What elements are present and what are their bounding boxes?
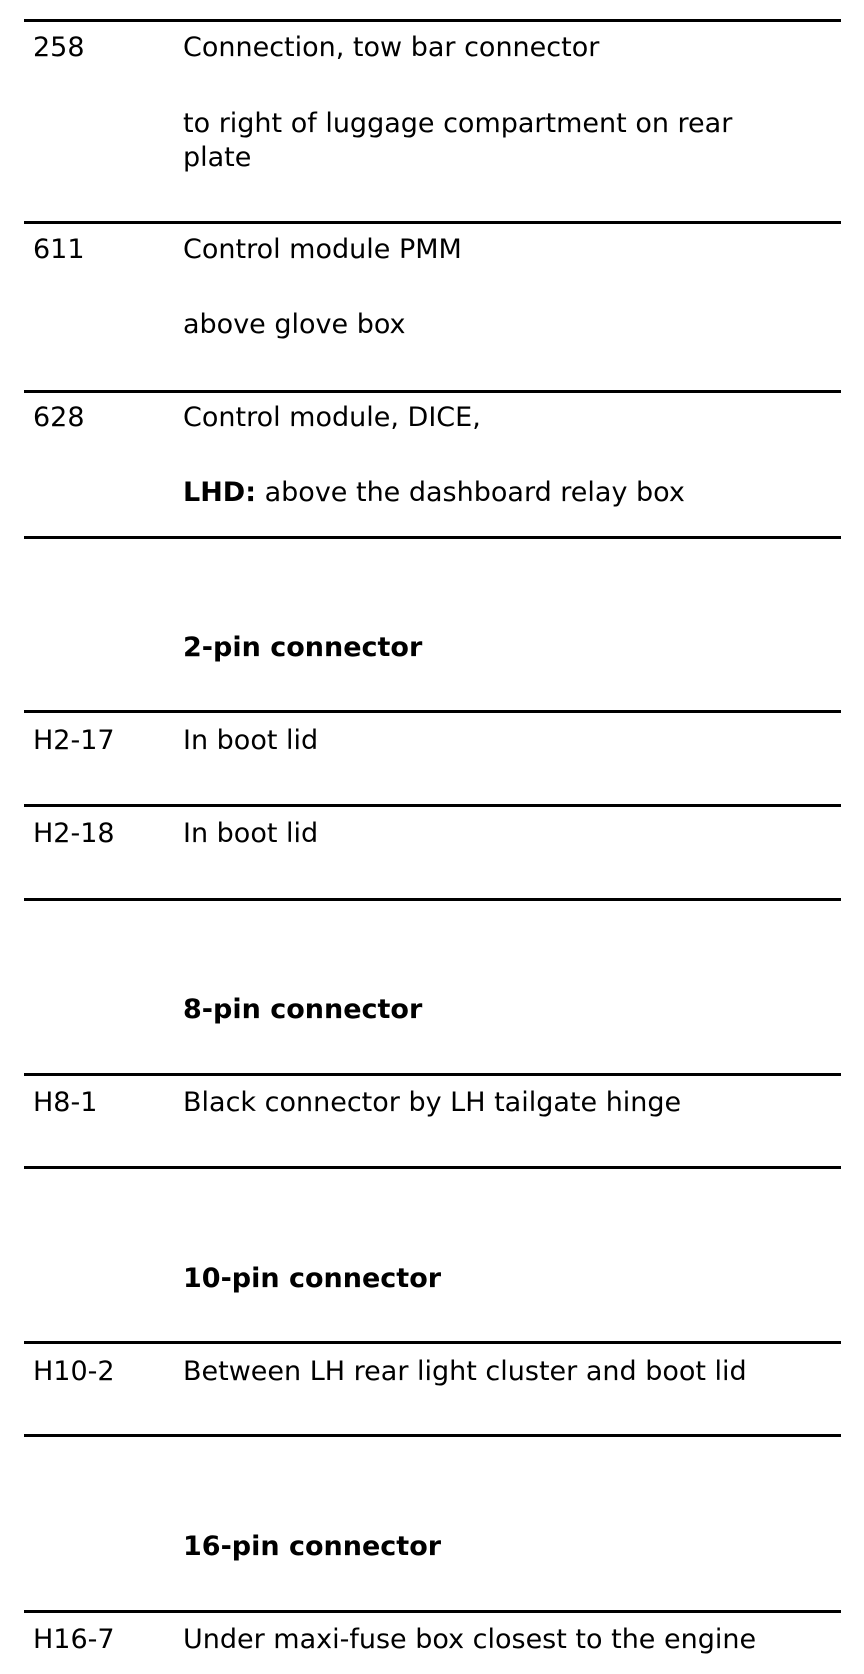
row-location: Black connector by LH tailgate hinge (183, 1087, 682, 1118)
row-divider (24, 390, 841, 393)
row-divider (24, 1341, 841, 1344)
section-heading: 16-pin connector (183, 1531, 442, 1562)
row-code: H2-18 (33, 818, 115, 849)
section-divider (24, 1166, 841, 1169)
row-location: above glove box (183, 309, 406, 340)
row-location: to right of luggage compartment on rear plate (183, 108, 733, 173)
row-location: Under maxi-fuse box closest to the engine (183, 1624, 757, 1655)
row-divider (24, 804, 841, 807)
row-code: H10-2 (33, 1356, 115, 1387)
row-divider (24, 19, 841, 22)
section-divider (24, 536, 841, 539)
row-location: In boot lid (183, 818, 319, 849)
row-divider (24, 221, 841, 224)
row-location (183, 476, 685, 510)
row-divider (24, 1073, 841, 1076)
section-heading: 8-pin connector (183, 994, 423, 1025)
location-label: LHD: (183, 477, 257, 508)
row-title: Control module PMM (183, 234, 462, 265)
row-code: H2-17 (33, 725, 115, 756)
row-divider (24, 710, 841, 713)
section-divider (24, 898, 841, 901)
row-location: In boot lid (183, 725, 319, 756)
row-title: Control module, DICE, (183, 402, 481, 433)
row-code: 628 (33, 402, 85, 433)
row-location: Between LH rear light cluster and boot lid (183, 1356, 747, 1387)
row-title: Connection, tow bar connector (183, 32, 600, 63)
row-divider (24, 1610, 841, 1613)
row-code: 258 (33, 32, 85, 63)
section-divider (24, 1434, 841, 1437)
row-code: H16-7 (33, 1624, 115, 1655)
location-text: above the dashboard relay box (264, 477, 685, 508)
section-heading: 2-pin connector (183, 632, 423, 663)
row-code: H8-1 (33, 1087, 98, 1118)
section-heading: 10-pin connector (183, 1263, 442, 1294)
row-code: 611 (33, 234, 85, 265)
